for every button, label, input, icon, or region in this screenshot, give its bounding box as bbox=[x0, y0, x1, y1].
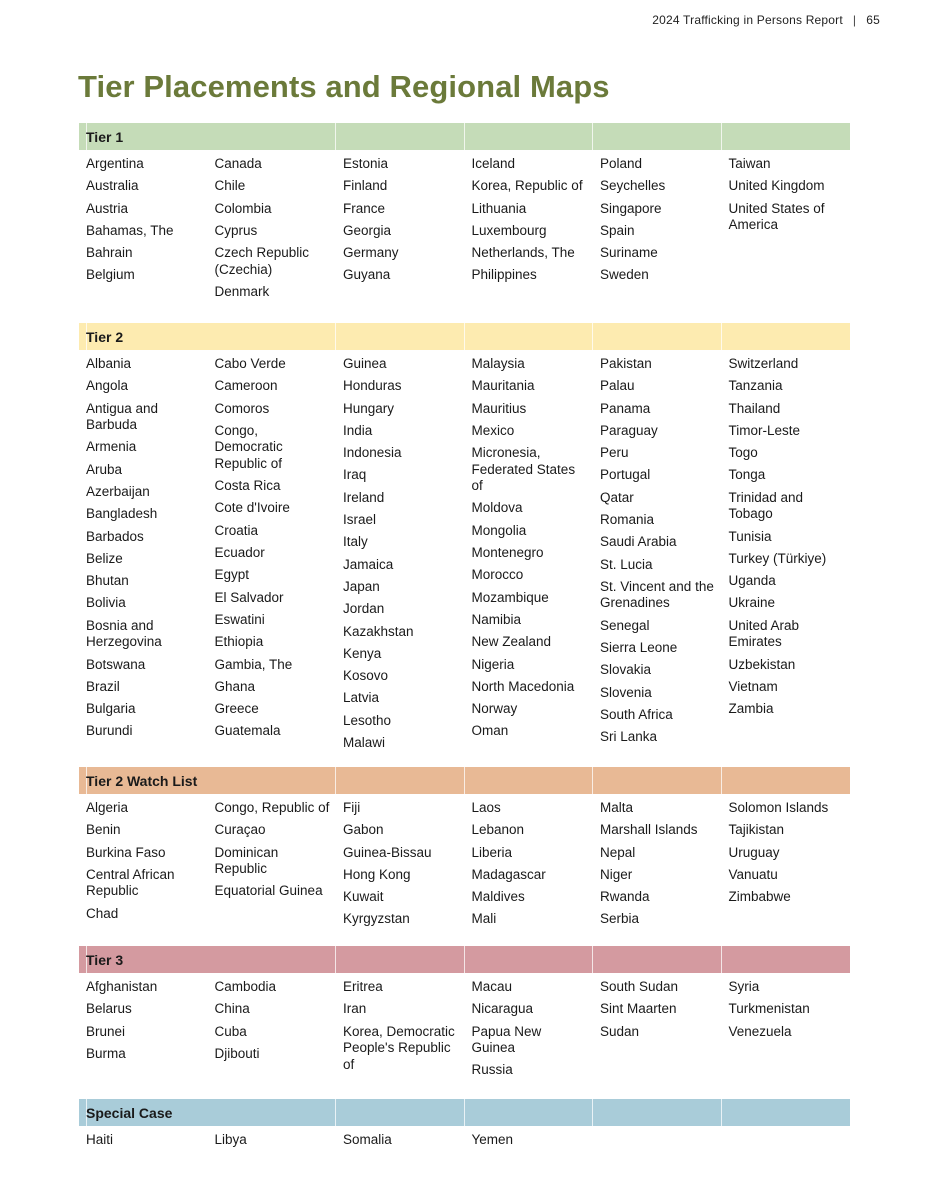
country-name: Trinidad and Tobago bbox=[728, 489, 804, 522]
country-name: Tanzania bbox=[728, 378, 783, 394]
country-name: Kosovo bbox=[343, 668, 389, 684]
country-name: Costa Rica bbox=[214, 478, 281, 494]
country-name: Estonia bbox=[343, 156, 389, 171]
column-divider bbox=[592, 767, 593, 794]
country-name: Turkmenistan bbox=[728, 1001, 810, 1017]
country-name: Vietnam bbox=[728, 678, 778, 694]
country-name: Spain bbox=[600, 222, 635, 238]
country-column bbox=[465, 356, 594, 757]
country-name: Solomon Islands bbox=[728, 800, 829, 815]
column-divider bbox=[721, 1099, 722, 1126]
country-name: Bolivia bbox=[86, 595, 126, 611]
country-name: Honduras bbox=[343, 378, 402, 394]
country-name: Eswatini bbox=[214, 611, 265, 627]
country-name: Vanuatu bbox=[728, 866, 778, 882]
country-name: Congo, Republic of bbox=[214, 800, 330, 815]
country-column bbox=[722, 800, 851, 934]
tier-2-watch-list-section bbox=[79, 767, 850, 934]
tier-header-bar bbox=[79, 123, 850, 150]
country-name: Jamaica bbox=[343, 556, 394, 572]
country-name: Ghana bbox=[214, 678, 256, 694]
country-name: Mauritius bbox=[471, 400, 527, 416]
country-name: Portugal bbox=[600, 467, 651, 483]
country-name: Croatia bbox=[214, 522, 259, 538]
country-name: Libya bbox=[214, 1132, 247, 1147]
country-columns bbox=[79, 150, 850, 306]
country-name: Guinea-Bissau bbox=[343, 844, 432, 860]
country-name: Bahamas, The bbox=[86, 222, 174, 238]
country-column bbox=[465, 979, 594, 1085]
country-name: Mozambique bbox=[471, 589, 549, 605]
country-name: El Salvador bbox=[214, 589, 284, 605]
country-name: Iceland bbox=[471, 156, 516, 171]
country-column bbox=[336, 1132, 465, 1154]
country-name: Serbia bbox=[600, 911, 640, 927]
country-name: Korea, Republic of bbox=[471, 178, 583, 194]
country-name: Mauritania bbox=[471, 378, 535, 394]
country-name: Malawi bbox=[343, 735, 386, 751]
country-name: Colombia bbox=[214, 200, 272, 216]
country-name: Niger bbox=[600, 866, 633, 882]
country-columns bbox=[79, 973, 850, 1085]
country-name: Uganda bbox=[728, 573, 776, 589]
country-column bbox=[465, 156, 594, 306]
country-name: Lesotho bbox=[343, 712, 392, 728]
country-name: Slovakia bbox=[600, 662, 652, 678]
country-name: Pakistan bbox=[600, 356, 652, 371]
country-columns bbox=[79, 1126, 850, 1154]
country-column bbox=[208, 800, 337, 934]
country-columns bbox=[79, 794, 850, 934]
tier-label: Special Case bbox=[86, 1104, 173, 1121]
tier-label: Tier 3 bbox=[86, 951, 124, 968]
country-name: Burkina Faso bbox=[86, 844, 166, 860]
country-name: Cuba bbox=[214, 1023, 247, 1039]
country-name: Gambia, The bbox=[214, 656, 293, 672]
country-name: Barbados bbox=[86, 528, 144, 544]
country-name: Bosnia and Herzegovina bbox=[86, 617, 162, 650]
country-name: Nigeria bbox=[471, 656, 515, 672]
country-name: Maldives bbox=[471, 889, 525, 905]
country-name: Taiwan bbox=[728, 156, 771, 171]
country-name: Brunei bbox=[86, 1023, 126, 1039]
country-name: Tonga bbox=[728, 467, 766, 483]
country-name: Azerbaijan bbox=[86, 483, 150, 499]
country-name: Zimbabwe bbox=[728, 889, 791, 905]
tier-header-bar bbox=[79, 946, 850, 973]
country-name: Yemen bbox=[471, 1132, 514, 1147]
special-case-section bbox=[79, 1099, 850, 1154]
column-divider bbox=[721, 946, 722, 973]
country-column bbox=[593, 1132, 722, 1154]
country-column bbox=[208, 979, 337, 1085]
country-name: St. Vincent and the Grenadines bbox=[600, 578, 714, 611]
column-divider bbox=[464, 323, 465, 350]
country-name: Guyana bbox=[343, 267, 391, 283]
country-name: New Zealand bbox=[471, 634, 552, 650]
country-name: Syria bbox=[728, 979, 760, 994]
country-name: Oman bbox=[471, 723, 509, 739]
country-name: Guinea bbox=[343, 356, 387, 371]
column-divider bbox=[721, 123, 722, 150]
country-name: Belize bbox=[86, 550, 123, 566]
country-name: Luxembourg bbox=[471, 222, 547, 238]
country-name: Suriname bbox=[600, 245, 658, 261]
country-name: Sierra Leone bbox=[600, 640, 678, 656]
country-name: Italy bbox=[343, 534, 368, 550]
country-name: Somalia bbox=[343, 1132, 392, 1147]
country-name: United Kingdom bbox=[728, 178, 825, 194]
column-divider bbox=[335, 1099, 336, 1126]
country-name: Kenya bbox=[343, 645, 382, 661]
country-name: Ecuador bbox=[214, 545, 265, 561]
country-name: Benin bbox=[86, 822, 121, 838]
country-column bbox=[722, 979, 851, 1085]
country-name: Mali bbox=[471, 911, 497, 927]
column-divider bbox=[464, 123, 465, 150]
country-column bbox=[79, 356, 208, 757]
country-name: Togo bbox=[728, 445, 758, 461]
country-name: Morocco bbox=[471, 567, 524, 583]
country-name: Latvia bbox=[343, 690, 380, 706]
country-name: Djibouti bbox=[214, 1045, 260, 1061]
country-name: Korea, Democratic People's Republic of bbox=[343, 1023, 455, 1072]
country-name: Angola bbox=[86, 378, 129, 394]
country-name: Montenegro bbox=[471, 545, 544, 561]
column-divider bbox=[464, 1099, 465, 1126]
column-divider bbox=[592, 946, 593, 973]
country-name: Jordan bbox=[343, 601, 385, 617]
country-column bbox=[208, 1132, 337, 1154]
country-name: Senegal bbox=[600, 617, 650, 633]
country-name: Palau bbox=[600, 378, 635, 394]
country-column bbox=[336, 156, 465, 306]
country-name: Botswana bbox=[86, 656, 146, 672]
country-name: Cameroon bbox=[214, 378, 278, 394]
tier-header-bar bbox=[79, 767, 850, 794]
country-name: Antigua and Barbuda bbox=[86, 400, 159, 433]
country-name: Haiti bbox=[86, 1132, 114, 1147]
country-name: Dominican Republic bbox=[214, 844, 279, 877]
country-name: Namibia bbox=[471, 611, 522, 627]
country-name: Thailand bbox=[728, 400, 781, 416]
country-name: Afghanistan bbox=[86, 979, 158, 994]
tier-header-bar bbox=[79, 1099, 850, 1126]
country-name: Bulgaria bbox=[86, 701, 136, 717]
country-name: Guatemala bbox=[214, 723, 281, 739]
country-columns bbox=[79, 350, 850, 757]
country-name: Zambia bbox=[728, 701, 774, 717]
country-name: Iraq bbox=[343, 467, 367, 483]
country-column bbox=[79, 800, 208, 934]
country-name: Germany bbox=[343, 245, 399, 261]
country-name: United Arab Emirates bbox=[728, 617, 800, 650]
tier-label: Tier 1 bbox=[86, 128, 124, 145]
country-column bbox=[79, 1132, 208, 1154]
country-name: Sudan bbox=[600, 1023, 640, 1039]
tier-label: Tier 2 Watch List bbox=[86, 772, 198, 789]
country-name: Ireland bbox=[343, 489, 385, 505]
country-name: North Macedonia bbox=[471, 678, 575, 694]
country-name: Curaçao bbox=[214, 822, 266, 838]
country-name: Laos bbox=[471, 800, 501, 815]
country-name: Sint Maarten bbox=[600, 1001, 677, 1017]
header-separator: | bbox=[852, 13, 857, 27]
country-name: Chad bbox=[86, 905, 119, 921]
country-name: Turkey (Türkiye) bbox=[728, 550, 827, 566]
country-column bbox=[593, 356, 722, 757]
country-name: Hungary bbox=[343, 400, 395, 416]
column-divider bbox=[721, 767, 722, 794]
country-name: Belarus bbox=[86, 1001, 132, 1017]
country-column bbox=[208, 156, 337, 306]
country-name: Lebanon bbox=[471, 822, 525, 838]
country-name: Mongolia bbox=[471, 522, 527, 538]
tier-label: Tier 2 bbox=[86, 328, 124, 345]
country-column bbox=[79, 979, 208, 1085]
country-name: Greece bbox=[214, 701, 259, 717]
column-divider bbox=[592, 123, 593, 150]
country-name: Comoros bbox=[214, 400, 270, 416]
country-column bbox=[722, 1132, 851, 1154]
country-name: Egypt bbox=[214, 567, 250, 583]
country-name: Austria bbox=[86, 200, 129, 216]
country-column bbox=[336, 800, 465, 934]
country-name: Marshall Islands bbox=[600, 822, 698, 838]
column-divider bbox=[592, 323, 593, 350]
country-name: Australia bbox=[86, 178, 139, 194]
tier-3-section bbox=[79, 946, 850, 1085]
country-name: Canada bbox=[214, 156, 262, 171]
country-name: Sweden bbox=[600, 267, 649, 283]
country-name: Chile bbox=[214, 178, 246, 194]
country-name: Philippines bbox=[471, 267, 537, 283]
country-name: Papua New Guinea bbox=[471, 1023, 542, 1056]
country-name: Timor-Leste bbox=[728, 422, 801, 438]
country-name: Norway bbox=[471, 701, 518, 717]
country-name: Denmark bbox=[214, 283, 270, 299]
tier-2-section bbox=[79, 323, 850, 757]
country-column bbox=[722, 356, 851, 757]
country-name: India bbox=[343, 422, 373, 438]
column-divider bbox=[335, 123, 336, 150]
country-name: Nicaragua bbox=[471, 1001, 534, 1017]
country-name: Albania bbox=[86, 356, 132, 371]
country-name: Rwanda bbox=[600, 889, 650, 905]
country-column bbox=[593, 800, 722, 934]
country-name: Cote d'Ivoire bbox=[214, 500, 290, 516]
country-name: Aruba bbox=[86, 461, 123, 477]
country-column bbox=[79, 156, 208, 306]
country-name: China bbox=[214, 1001, 250, 1017]
country-name: Indonesia bbox=[343, 445, 402, 461]
country-name: Madagascar bbox=[471, 866, 546, 882]
country-name: Malaysia bbox=[471, 356, 525, 371]
country-name: Uruguay bbox=[728, 844, 780, 860]
country-name: Eritrea bbox=[343, 979, 383, 994]
country-name: Sri Lanka bbox=[600, 729, 658, 745]
country-name: Armenia bbox=[86, 439, 137, 455]
country-name: Burma bbox=[86, 1045, 126, 1061]
country-name: Micronesia, Federated States of bbox=[471, 445, 576, 494]
country-name: South Africa bbox=[600, 706, 673, 722]
country-name: Bahrain bbox=[86, 245, 133, 261]
country-name: Ukraine bbox=[728, 595, 776, 611]
column-divider bbox=[335, 946, 336, 973]
country-name: France bbox=[343, 200, 386, 216]
country-name: Qatar bbox=[600, 489, 634, 505]
country-name: Bhutan bbox=[86, 573, 129, 589]
country-name: Gabon bbox=[343, 822, 384, 838]
country-name: Algeria bbox=[86, 800, 129, 815]
tier-header-bar bbox=[79, 323, 850, 350]
country-name: Lithuania bbox=[471, 200, 527, 216]
country-name: Macau bbox=[471, 979, 513, 994]
country-name: Czech Republic (Czechia) bbox=[214, 245, 310, 277]
country-name: Kuwait bbox=[343, 889, 384, 905]
running-header bbox=[652, 13, 880, 27]
country-name: Cabo Verde bbox=[214, 356, 286, 371]
country-column bbox=[336, 356, 465, 757]
country-column bbox=[465, 800, 594, 934]
country-name: Hong Kong bbox=[343, 866, 411, 882]
country-name: Central African Republic bbox=[86, 866, 175, 899]
country-column bbox=[465, 1132, 594, 1154]
country-name: Georgia bbox=[343, 222, 392, 238]
column-divider bbox=[335, 767, 336, 794]
country-name: Saudi Arabia bbox=[600, 534, 677, 550]
country-name: Russia bbox=[471, 1062, 513, 1078]
country-column bbox=[593, 156, 722, 306]
country-name: Panama bbox=[600, 400, 651, 416]
country-name: Uzbekistan bbox=[728, 656, 796, 672]
country-name: South Sudan bbox=[600, 979, 679, 994]
country-name: Equatorial Guinea bbox=[214, 883, 323, 899]
country-name: Nepal bbox=[600, 844, 636, 860]
country-name: Japan bbox=[343, 578, 380, 594]
country-name: Bangladesh bbox=[86, 506, 158, 522]
column-divider bbox=[721, 323, 722, 350]
country-name: Kazakhstan bbox=[343, 623, 414, 639]
country-name: Fiji bbox=[343, 800, 361, 815]
country-name: Poland bbox=[600, 156, 643, 171]
country-name: Brazil bbox=[86, 678, 120, 694]
country-column bbox=[208, 356, 337, 757]
tier-1-section bbox=[79, 123, 850, 306]
report-title: 2024 Trafficking in Persons Report bbox=[652, 13, 843, 27]
country-name: Ethiopia bbox=[214, 634, 264, 650]
country-name: Singapore bbox=[600, 200, 662, 216]
country-name: Moldova bbox=[471, 500, 523, 516]
country-name: Cyprus bbox=[214, 222, 258, 238]
country-name: Liberia bbox=[471, 844, 513, 860]
column-divider bbox=[592, 1099, 593, 1126]
column-divider bbox=[335, 323, 336, 350]
country-name: Tajikistan bbox=[728, 822, 785, 838]
country-name: Slovenia bbox=[600, 684, 652, 700]
country-name: United States of America bbox=[728, 200, 825, 233]
country-column bbox=[336, 979, 465, 1085]
country-name: Cambodia bbox=[214, 979, 277, 994]
country-name: Israel bbox=[343, 512, 377, 528]
country-name: Peru bbox=[600, 445, 629, 461]
column-divider bbox=[464, 767, 465, 794]
country-name: Kyrgyzstan bbox=[343, 911, 410, 927]
country-name: Paraguay bbox=[600, 422, 658, 438]
country-name: Malta bbox=[600, 800, 634, 815]
country-column bbox=[722, 156, 851, 306]
country-name: Venezuela bbox=[728, 1023, 792, 1039]
country-name: St. Lucia bbox=[600, 556, 653, 572]
country-name: Burundi bbox=[86, 723, 133, 739]
country-name: Mexico bbox=[471, 422, 515, 438]
country-name: Argentina bbox=[86, 156, 144, 171]
column-divider bbox=[464, 946, 465, 973]
country-name: Finland bbox=[343, 178, 388, 194]
country-column bbox=[593, 979, 722, 1085]
country-name: Netherlands, The bbox=[471, 245, 575, 261]
country-name: Tunisia bbox=[728, 528, 772, 544]
page-title: Tier Placements and Regional Maps bbox=[78, 69, 610, 104]
country-name: Seychelles bbox=[600, 178, 666, 194]
country-name: Congo, Democratic Republic of bbox=[214, 422, 283, 471]
country-name: Iran bbox=[343, 1001, 367, 1017]
page-number: 65 bbox=[866, 13, 880, 27]
country-name: Switzerland bbox=[728, 356, 799, 371]
country-name: Belgium bbox=[86, 267, 135, 283]
country-name: Romania bbox=[600, 512, 655, 528]
